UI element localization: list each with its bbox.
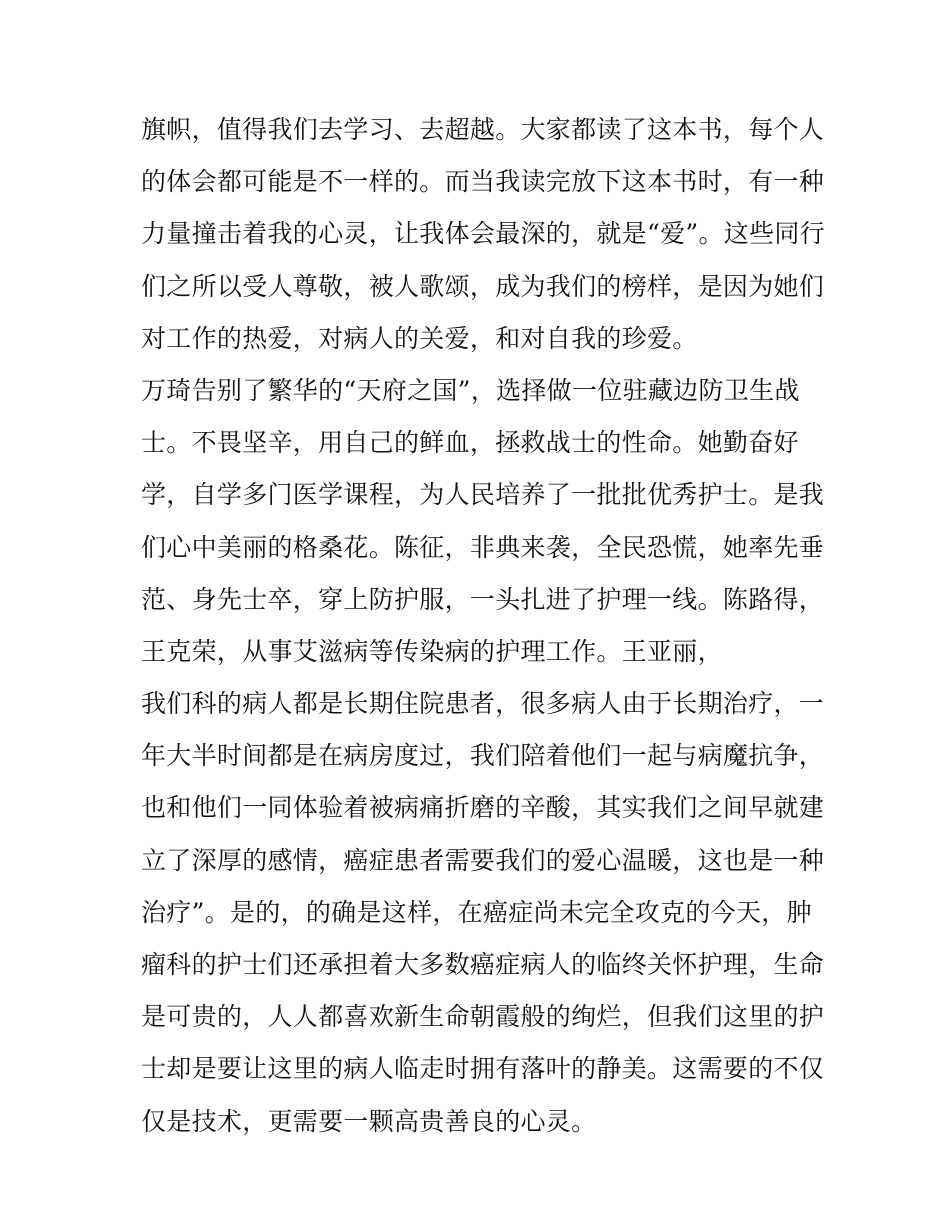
text-line: 对工作的热爱，对病人的关爱，和对自我的珍爱。: [141, 323, 698, 353]
text-line: 士却是要让这里的病人临走时拥有落叶的静美。这需要的不仅: [141, 1054, 825, 1084]
text-line: 治疗”。是的，的确是这样，在癌症尚未完全攻克的今天，肿: [141, 897, 812, 927]
text-line: 旗帜，值得我们去学习、去超越。大家都读了这本书，每个人: [141, 115, 825, 144]
body-text: [141, 104, 831, 1148]
text-line: 们心中美丽的格桑花。陈征，非典来袭，全民恐慌，她率先垂: [141, 532, 825, 562]
text-line: 立了深厚的感情，癌症患者需要我们的爱心温暖，这也是一种: [141, 845, 825, 875]
text-line: 学，自学多门医学课程，为人民培养了一批批优秀护士。是我: [141, 480, 825, 510]
text-line: 也和他们一同体验着被病痛折磨的辛酸，其实我们之间早就建: [141, 793, 825, 823]
text-line: 范、身先士卒，穿上防护服，一头扎进了护理一线。陈路得，: [141, 584, 825, 614]
text-line: 士。不畏坚辛，用自己的鲜血，拯救战士的性命。她勤奋好: [141, 428, 799, 458]
text-line: 是可贵的，人人都喜欢新生命朝霞般的绚烂，但我们这里的护: [141, 1002, 825, 1032]
text-line: 万琦告别了繁华的“天府之国”，选择做一位驻藏边防卫生战: [141, 375, 800, 405]
text-line: 瘤科的护士们还承担着大多数癌症病人的临终关怀护理，生命: [141, 950, 825, 979]
text-line: 年大半时间都是在病房度过，我们陪着他们一起与病魔抗争，: [141, 741, 825, 771]
text-line: 王克荣，从事艾滋病等传染病的护理工作。王亚丽，: [141, 636, 723, 666]
text-line: 们之所以受人尊敬，被人歌颂，成为我们的榜样，是因为她们: [141, 271, 825, 301]
text-line: 仅是技术，更需要一颗高贵善良的心灵。: [141, 1106, 597, 1136]
text-line: 的体会都可能是不一样的。而当我读完放下这本书时，有一种: [141, 167, 825, 197]
text-line: 我们科的病人都是长期住院患者，很多病人由于长期治疗，一: [141, 689, 825, 719]
text-line: 力量撞击着我的心灵，让我体会最深的，就是“爱”。这些同行: [141, 219, 825, 249]
